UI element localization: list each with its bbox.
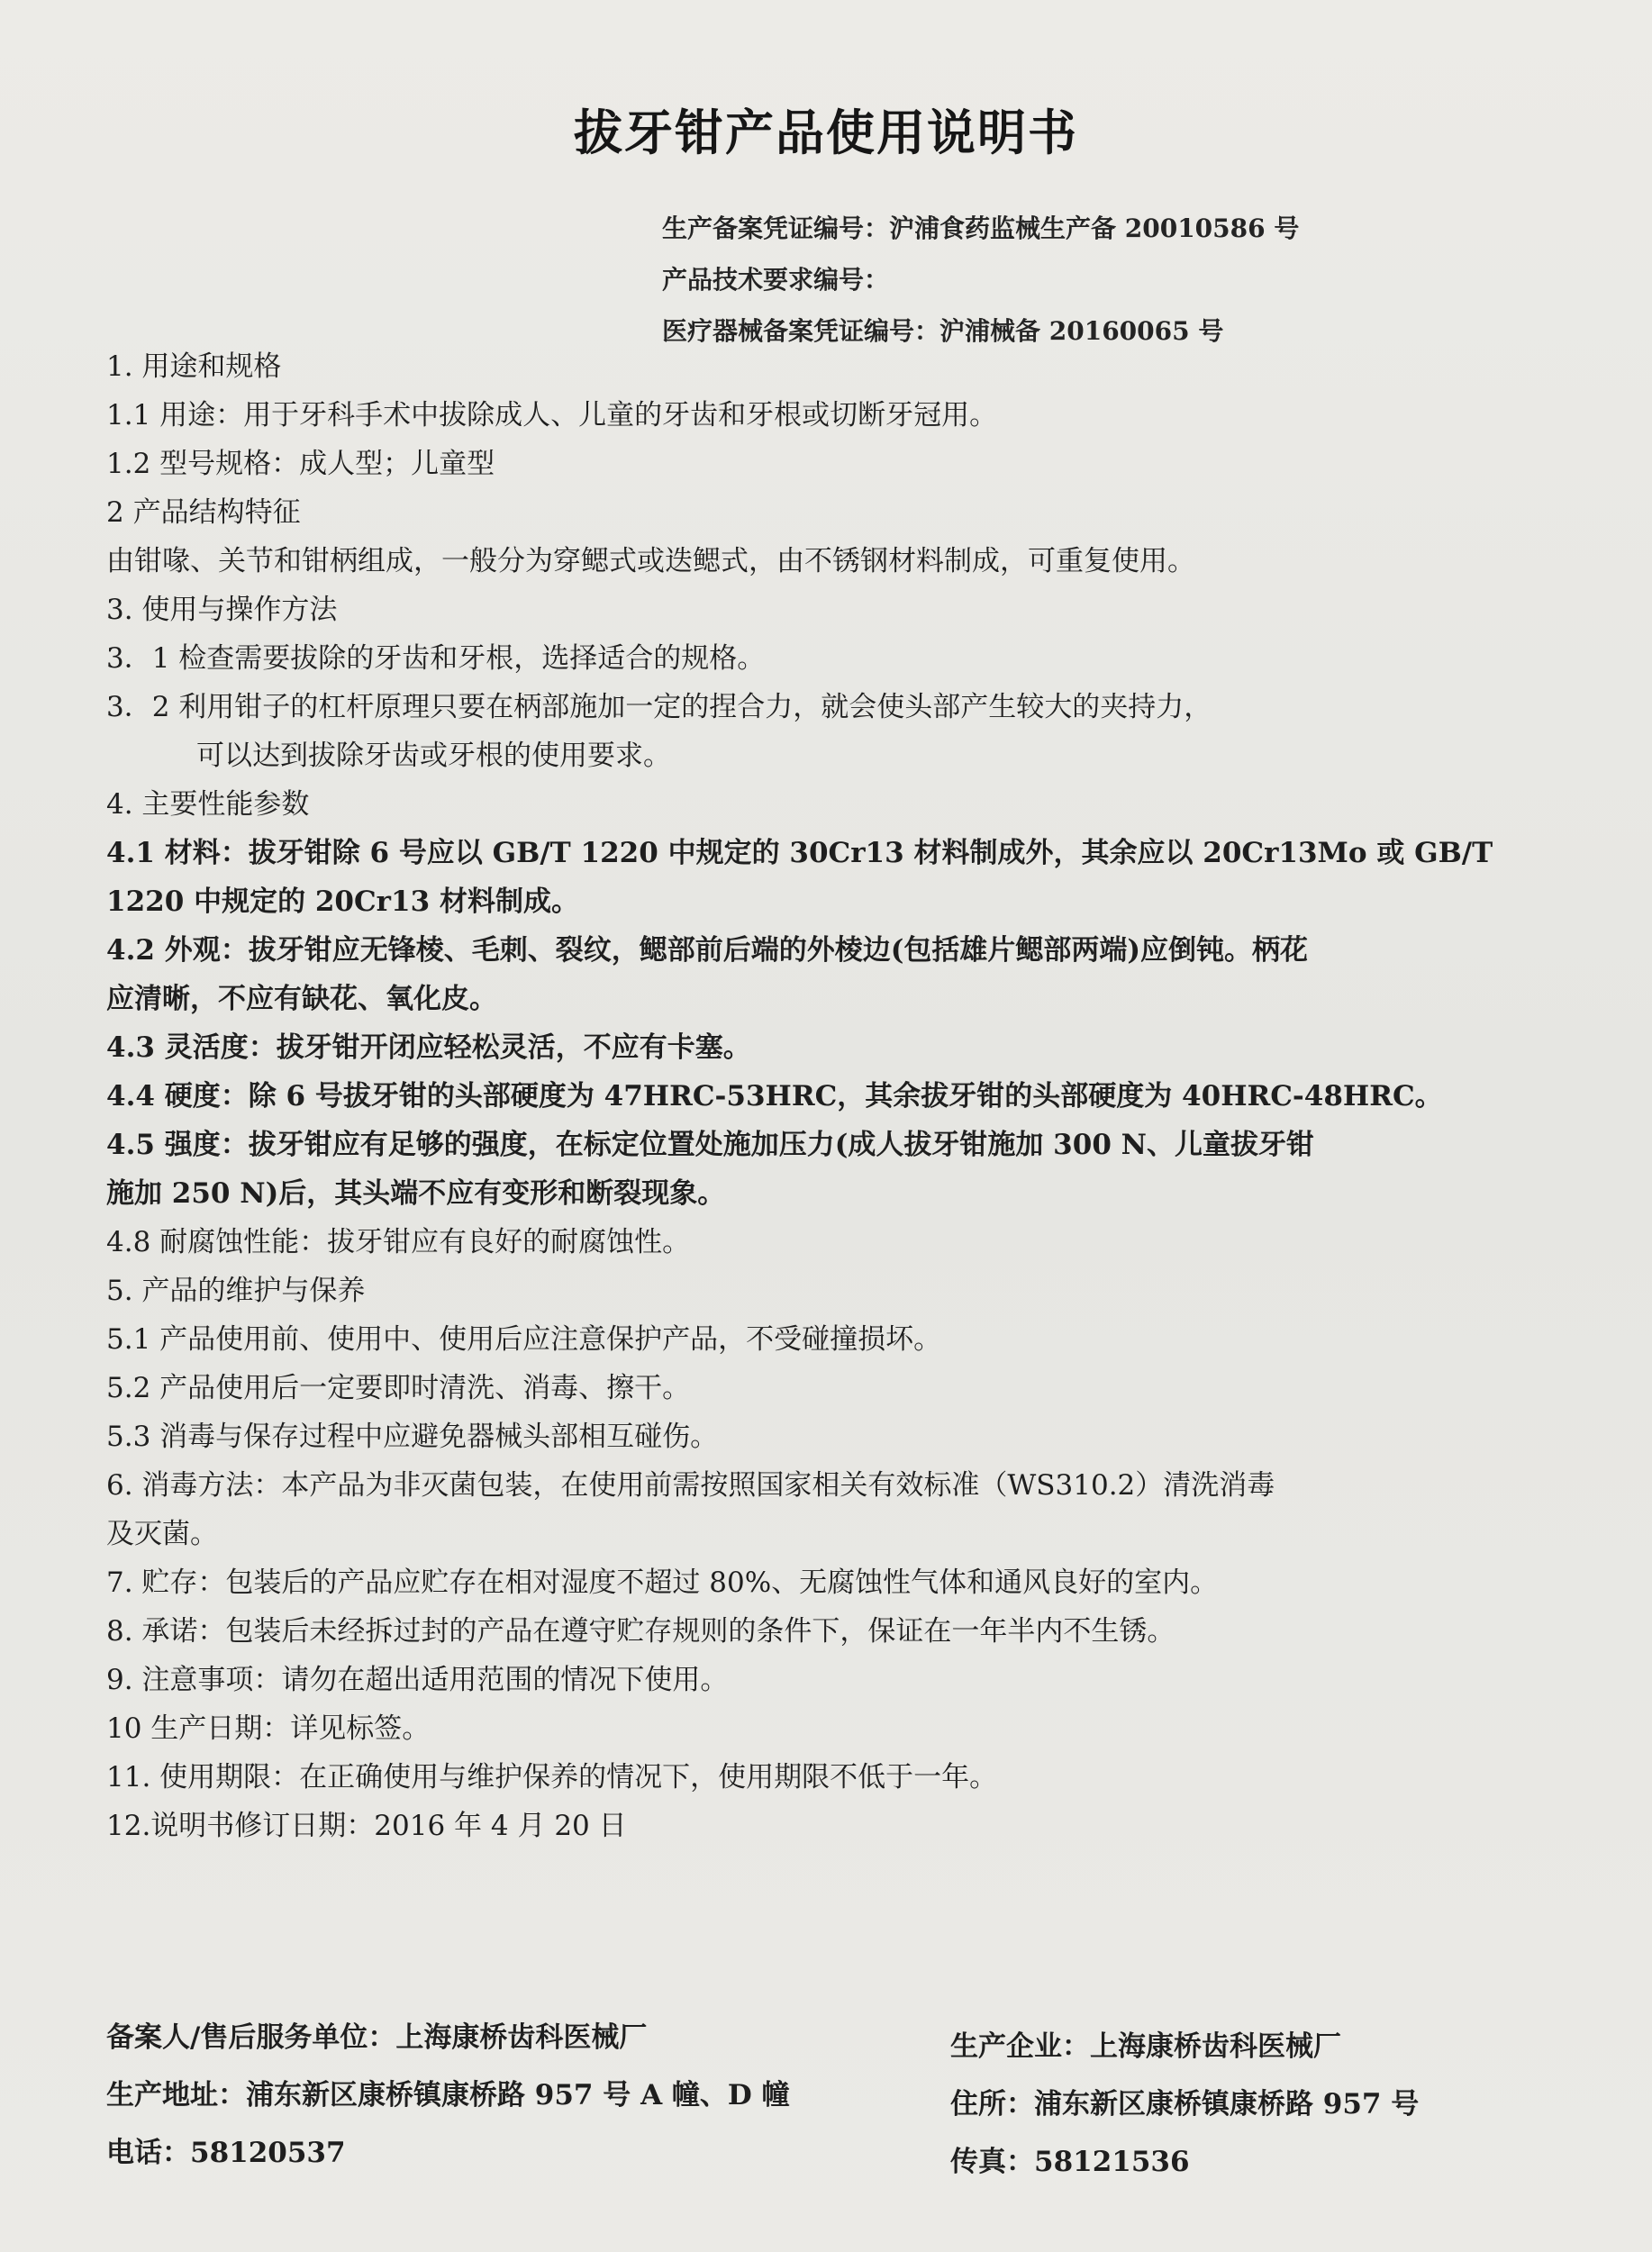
registration-info [662, 203, 1299, 357]
body-line: 5.1 产品使用前、使用中、使用后应注意保护产品，不受碰撞损坏。 [106, 1323, 942, 1356]
footer-registrant [106, 2009, 790, 2182]
manufacturer-name: 生产企业：上海康桥齿科医械厂 [950, 2030, 1341, 2063]
section-heading: 3. 使用与操作方法 [106, 594, 338, 626]
body-line: 1220 中规定的 20Cr13 材料制成。 [106, 885, 579, 918]
footer-manufacturer [950, 2018, 1419, 2191]
body-line: 6. 消毒方法：本产品为非灭菌包装，在使用前需按照国家相关有效标准（WS310.2）清洗消毒 [106, 1469, 1275, 1502]
body-line: 9. 注意事项：请勿在超出适用范围的情况下使用。 [106, 1664, 729, 1696]
body-line: 1.2 型号规格：成人型；儿童型 [106, 448, 495, 480]
body-line: 12.说明书修订日期：2016 年 4 月 20 日 [106, 1810, 627, 1842]
section-heading: 5. 产品的维护与保养 [106, 1275, 366, 1307]
section-heading: 1. 用途和规格 [106, 350, 282, 383]
section-heading: 4. 主要性能参数 [106, 788, 310, 821]
body-line: 4.1 材料：拔牙钳除 6 号应以 GB/T 1220 中规定的 30Cr13 材料制成外，其余应以 20Cr13Mo 或 GB/T [106, 837, 1493, 869]
body-line: 3．1 检查需要拔除的牙齿和牙根，选择适合的规格。 [106, 642, 766, 675]
production-record-number: 生产备案凭证编号：沪浦食药监械生产备 20010586 号 [662, 213, 1300, 243]
technical-requirement-number: 产品技术要求编号： [662, 265, 890, 295]
body-line: 11. 使用期限：在正确使用与维护保养的情况下，使用期限不低于一年。 [106, 1761, 998, 1793]
body-line: 1.1 用途：用于牙科手术中拔除成人、儿童的牙齿和牙根或切断牙冠用。 [106, 399, 998, 431]
body-line: 4.4 硬度：除 6 号拔牙钳的头部硬度为 47HRC-53HRC，其余拔牙钳的头部硬度为 40HRC-48HRC。 [106, 1080, 1443, 1112]
body-line: 4.5 强度：拔牙钳应有足够的强度，在标定位置处施加压力(成人拔牙钳施加 300 N、儿童拔牙钳 [106, 1129, 1315, 1161]
residence-address: 住所：浦东新区康桥镇康桥路 957 号 [950, 2088, 1420, 2120]
body-line: 由钳喙、关节和钳柄组成，一般分为穿鳃式或迭鳃式，由不锈钢材料制成，可重复使用。 [106, 545, 1195, 577]
fax-number: 传真：58121536 [950, 2146, 1190, 2178]
body-line: 3．2 利用钳子的杠杆原理只要在柄部施加一定的捏合力，就会使头部产生较大的夹持力， [106, 691, 1212, 723]
document-title: 拔牙钳产品使用说明书 [574, 104, 1078, 161]
body-line: 5.2 产品使用后一定要即时清洗、消毒、擦干。 [106, 1372, 691, 1404]
body-line: 可以达到拔除牙齿或牙根的使用要求。 [196, 740, 671, 772]
registrant-name: 备案人/售后服务单位：上海康桥齿科医械厂 [106, 2021, 648, 2054]
body-line: 7. 贮存：包装后的产品应贮存在相对湿度不超过 80%、无腐蚀性气体和通风良好的室内。 [106, 1566, 1219, 1599]
device-record-number: 医疗器械备案凭证编号：沪浦械备 20160065 号 [662, 316, 1224, 346]
body-line: 5.3 消毒与保存过程中应避免器械头部相互碰伤。 [106, 1421, 719, 1453]
body-line: 4.3 灵活度：拔牙钳开闭应轻松灵活，不应有卡塞。 [106, 1031, 751, 1064]
body-line: 4.2 外观：拔牙钳应无锋棱、毛刺、裂纹，鳃部前后端的外棱边(包括雄片鳃部两端)应倒钝。柄花 [106, 934, 1309, 967]
phone-number: 电话：58120537 [106, 2137, 346, 2169]
body-line: 8. 承诺：包装后未经拆过封的产品在遵守贮存规则的条件下，保证在一年半内不生锈。 [106, 1615, 1175, 1648]
body-line: 及灭菌。 [106, 1518, 218, 1550]
body-line: 10 生产日期：详见标签。 [106, 1712, 431, 1745]
body-line: 4.8 耐腐蚀性能：拔牙钳应有良好的耐腐蚀性。 [106, 1226, 691, 1258]
document-body [106, 342, 1557, 1850]
section-heading: 2 产品结构特征 [106, 496, 301, 529]
body-line: 应清晰，不应有缺花、氧化皮。 [106, 983, 497, 1015]
body-line: 施加 250 N)后，其头端不应有变形和断裂现象。 [106, 1177, 726, 1210]
production-address: 生产地址：浦东新区康桥镇康桥路 957 号 A 幢、D 幢 [106, 2079, 790, 2111]
